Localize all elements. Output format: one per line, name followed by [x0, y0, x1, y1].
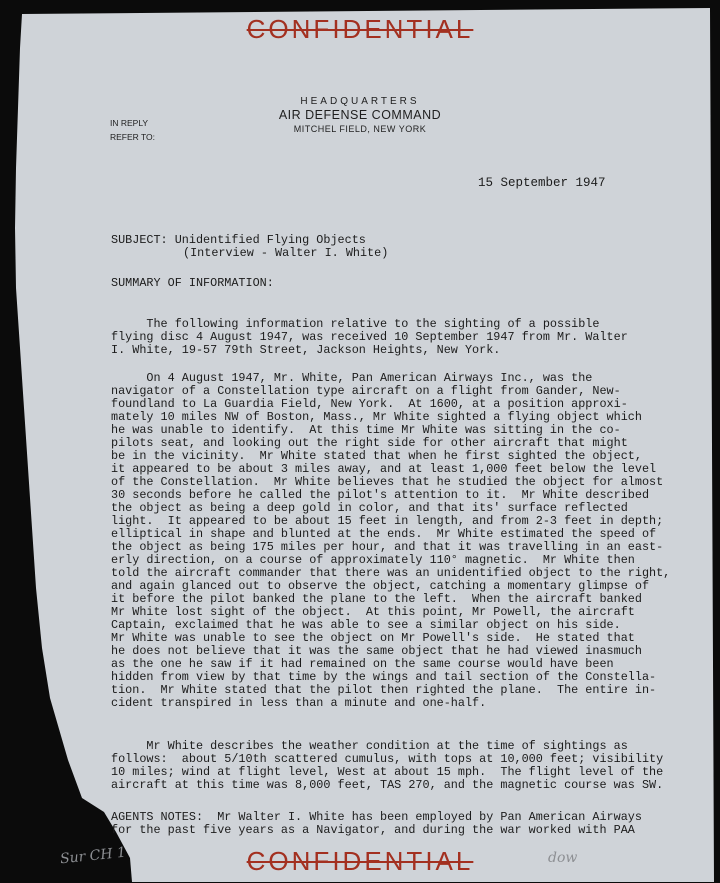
- paragraph-line: as the one he saw if it had remained on the same course would have been: [111, 657, 614, 671]
- confidential-stamp-top: CONFIDENTIAL: [246, 14, 474, 44]
- summary-heading: SUMMARY OF INFORMATION:: [111, 276, 274, 290]
- paragraph-line: foundland to La Guardia Field, New York. At 1600, at a position approxi-: [111, 397, 628, 411]
- paragraph-line: Mr White describes the weather condition at the time of sightings as: [111, 739, 628, 753]
- paragraph-line: told the aircraft commander that there was an unidentified object to the right,: [111, 566, 671, 580]
- paragraph-line: hidden from view by that time by the wings and tail section of the Constella-: [111, 670, 657, 684]
- paragraph-line: light. It appeared to be about 15 feet in length, and from 2-3 feet in depth;: [111, 514, 664, 528]
- subject-line: (Interview - Walter I. White): [183, 246, 389, 260]
- paragraph-line: Mr White lost sight of the object. At this point, Mr Powell, the aircraft: [111, 605, 635, 619]
- paragraph-line: pilots seat, and looking out the right side for other aircraft that might: [111, 436, 628, 450]
- paragraph-line: flying disc 4 August 1947, was received 10 September 1947 from Mr. Walter: [111, 330, 628, 344]
- paragraph-line: Captain, exclaimed that he was able to see a similar object on his side.: [111, 618, 621, 632]
- reply-label-line2: REFER TO:: [110, 132, 156, 142]
- paragraph-line: aircraft at this time was 8,000 feet, TAS 270, and the magnetic course was SW.: [111, 778, 664, 792]
- paragraph-line: he does not believe that it was the same object that he had viewed inasmuch: [111, 644, 642, 658]
- paragraph-line: it before the pilot banked the plane to the left. When the aircraft banked: [111, 592, 642, 606]
- paragraph-line: he was unable to identify. At this time Mr White was sitting in the co-: [111, 423, 621, 437]
- paragraph-line: cident transpired in less than a minute and one-half.: [111, 696, 487, 710]
- paragraph-line: I. White, 19-57 79th Street, Jackson Heights, New York.: [111, 343, 501, 357]
- paragraph-line: the object as being a deep gold in color, and that its' surface reflected: [111, 501, 628, 515]
- letterhead-location: MITCHEL FIELD, NEW YORK: [293, 124, 427, 134]
- paragraph-line: navigator of a Constellation type aircraft on a flight from Gander, New-: [111, 384, 621, 398]
- subject-line: SUBJECT: Unidentified Flying Objects: [111, 233, 366, 247]
- paragraph-line: and again glanced out to observe the object, catching a momentary glimpse of: [111, 579, 650, 593]
- letterhead-command: AIR DEFENSE COMMAND: [278, 108, 442, 122]
- paragraph-line: it appeared to be about 3 miles away, and at least 1,000 feet below the level: [111, 462, 657, 476]
- paragraph-line: of the Constellation. Mr White believes that he studied the object for almost: [111, 475, 664, 489]
- agents-notes-line: for the past five years as a Navigator, and during the war worked with PAA: [111, 823, 635, 837]
- paragraph-line: 10 miles; wind at flight level, West at about 15 mph. The flight level of the: [111, 765, 664, 779]
- paragraph-line: elliptical in shape and blunted at the ends. Mr White estimated the speed of: [111, 527, 657, 541]
- handwritten-note-left: Sur CH 1: [59, 844, 127, 868]
- paragraph-line: On 4 August 1947, Mr. White, Pan American Airways Inc., was the: [111, 371, 593, 385]
- paragraph-line: follows: about 5/10th scattered cumulus, with tops at 10,000 feet; visibility: [111, 752, 664, 766]
- reply-label-line1: IN REPLY: [110, 118, 149, 128]
- paragraph-line: erly direction, on a course of approximately 110° magnetic. Mr White then: [111, 553, 635, 567]
- document-date: 15 September 1947: [478, 176, 606, 190]
- paragraph-line: The following information relative to the sighting of a possible: [111, 317, 600, 331]
- paragraph-line: mately 10 miles NW of Boston, Mass., Mr White sighted a flying object which: [111, 410, 642, 424]
- paragraph-line: 30 seconds before he called the pilot's attention to it. Mr White described: [111, 488, 650, 502]
- letterhead-headquarters: HEADQUARTERS: [300, 96, 420, 107]
- confidential-stamp-bottom: CONFIDENTIAL: [246, 846, 474, 876]
- paragraph-line: Mr White was unable to see the object on Mr Powell's side. He stated that: [111, 631, 635, 645]
- paragraph-line: tion. Mr White stated that the pilot then righted the plane. The entire in-: [111, 683, 657, 697]
- handwritten-note-right: dow: [548, 850, 578, 866]
- paragraph-line: be in the vicinity. Mr White stated that when he first sighted the object,: [111, 449, 642, 463]
- agents-notes-line: AGENTS NOTES: Mr Walter I. White has been employed by Pan American Airways: [111, 810, 642, 824]
- paragraph-line: the object as being 175 miles per hour, and that it was travelling in an east-: [111, 540, 664, 554]
